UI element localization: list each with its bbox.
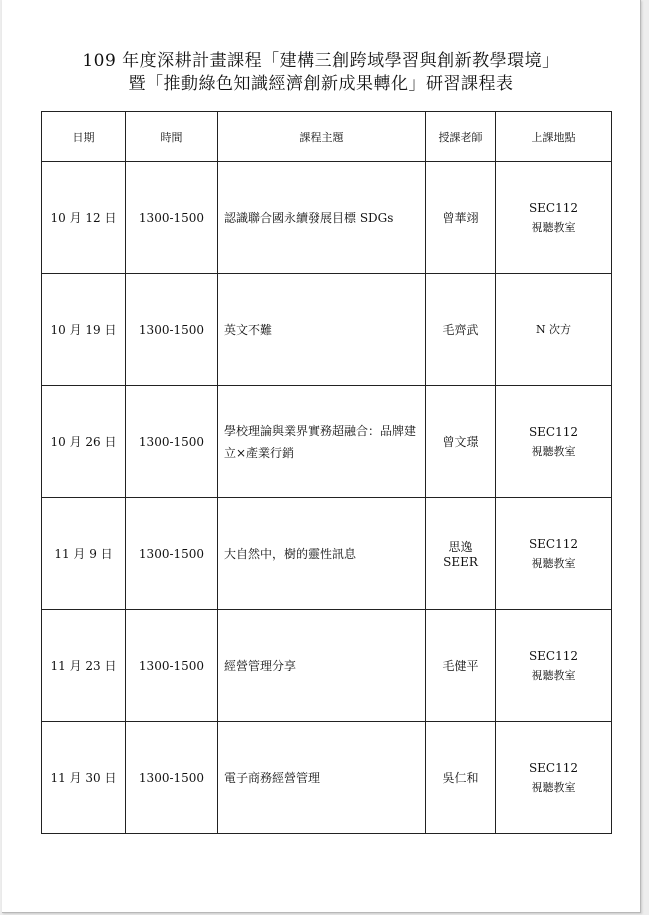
cell-time: 1300-1500 [126,162,218,274]
cell-location [496,162,612,274]
cell-topic: 學校理論與業界實務超融合：品牌建立×產業行銷 [218,386,426,498]
cell-location [496,498,612,610]
cell-instructor: 毛齊武 [426,274,496,386]
header-topic: 課程主題 [218,112,426,162]
location-code: N 次方 [535,322,572,336]
cell-instructor: 毛健平 [426,610,496,722]
header-date: 日期 [42,112,126,162]
cell-topic: 大自然中，樹的靈性訊息 [218,498,426,610]
cell-instructor: 思逸 SEER [426,498,496,610]
cell-time: 1300-1500 [126,610,218,722]
document-title-line1: 109 年度深耕計畫課程「建構三創跨域學習與創新教學環境」 [82,51,560,71]
location-code: SEC112 [528,760,579,775]
cell-topic: 英文不難 [218,274,426,386]
header-instructor: 授課老師 [426,112,496,162]
header-time: 時間 [126,112,218,162]
document-page [2,0,641,913]
location-room: 視聽教室 [531,556,576,570]
cell-time: 1300-1500 [126,722,218,834]
location-code: SEC112 [528,424,579,439]
cell-time: 1300-1500 [126,498,218,610]
table-row [42,610,612,722]
cell-date: 10 月 12 日 [42,162,126,274]
cell-location [496,274,612,386]
table-row [42,722,612,834]
cell-date: 10 月 26 日 [42,386,126,498]
cell-location [496,386,612,498]
cell-time: 1300-1500 [126,274,218,386]
header-location: 上課地點 [496,112,612,162]
table-row [42,274,612,386]
document-title-line2: 暨「推動綠色知識經濟創新成果轉化」研習課程表 [128,74,514,94]
location-code: SEC112 [528,200,579,215]
cell-date: 11 月 30 日 [42,722,126,834]
cell-location [496,610,612,722]
cell-instructor: 曾華翊 [426,162,496,274]
location-code: SEC112 [528,648,579,663]
cell-time: 1300-1500 [126,386,218,498]
location-room: 視聽教室 [531,780,576,794]
cell-location [496,722,612,834]
cell-instructor: 吳仁和 [426,722,496,834]
table-row [42,162,612,274]
cell-topic: 電子商務經營管理 [218,722,426,834]
cell-date: 10 月 19 日 [42,274,126,386]
table-row [42,498,612,610]
table-header-row [42,112,612,162]
cell-instructor: 曾文璟 [426,386,496,498]
location-code: SEC112 [528,536,579,551]
cell-topic: 認識聯合國永續發展目標 SDGs [218,162,426,274]
location-room: 視聽教室 [531,668,576,682]
cell-topic: 經營管理分享 [218,610,426,722]
course-schedule-table [41,111,612,834]
cell-date: 11 月 9 日 [42,498,126,610]
cell-date: 11 月 23 日 [42,610,126,722]
location-room: 視聽教室 [531,444,576,458]
location-room: 視聽教室 [531,220,576,234]
table-row [42,386,612,498]
